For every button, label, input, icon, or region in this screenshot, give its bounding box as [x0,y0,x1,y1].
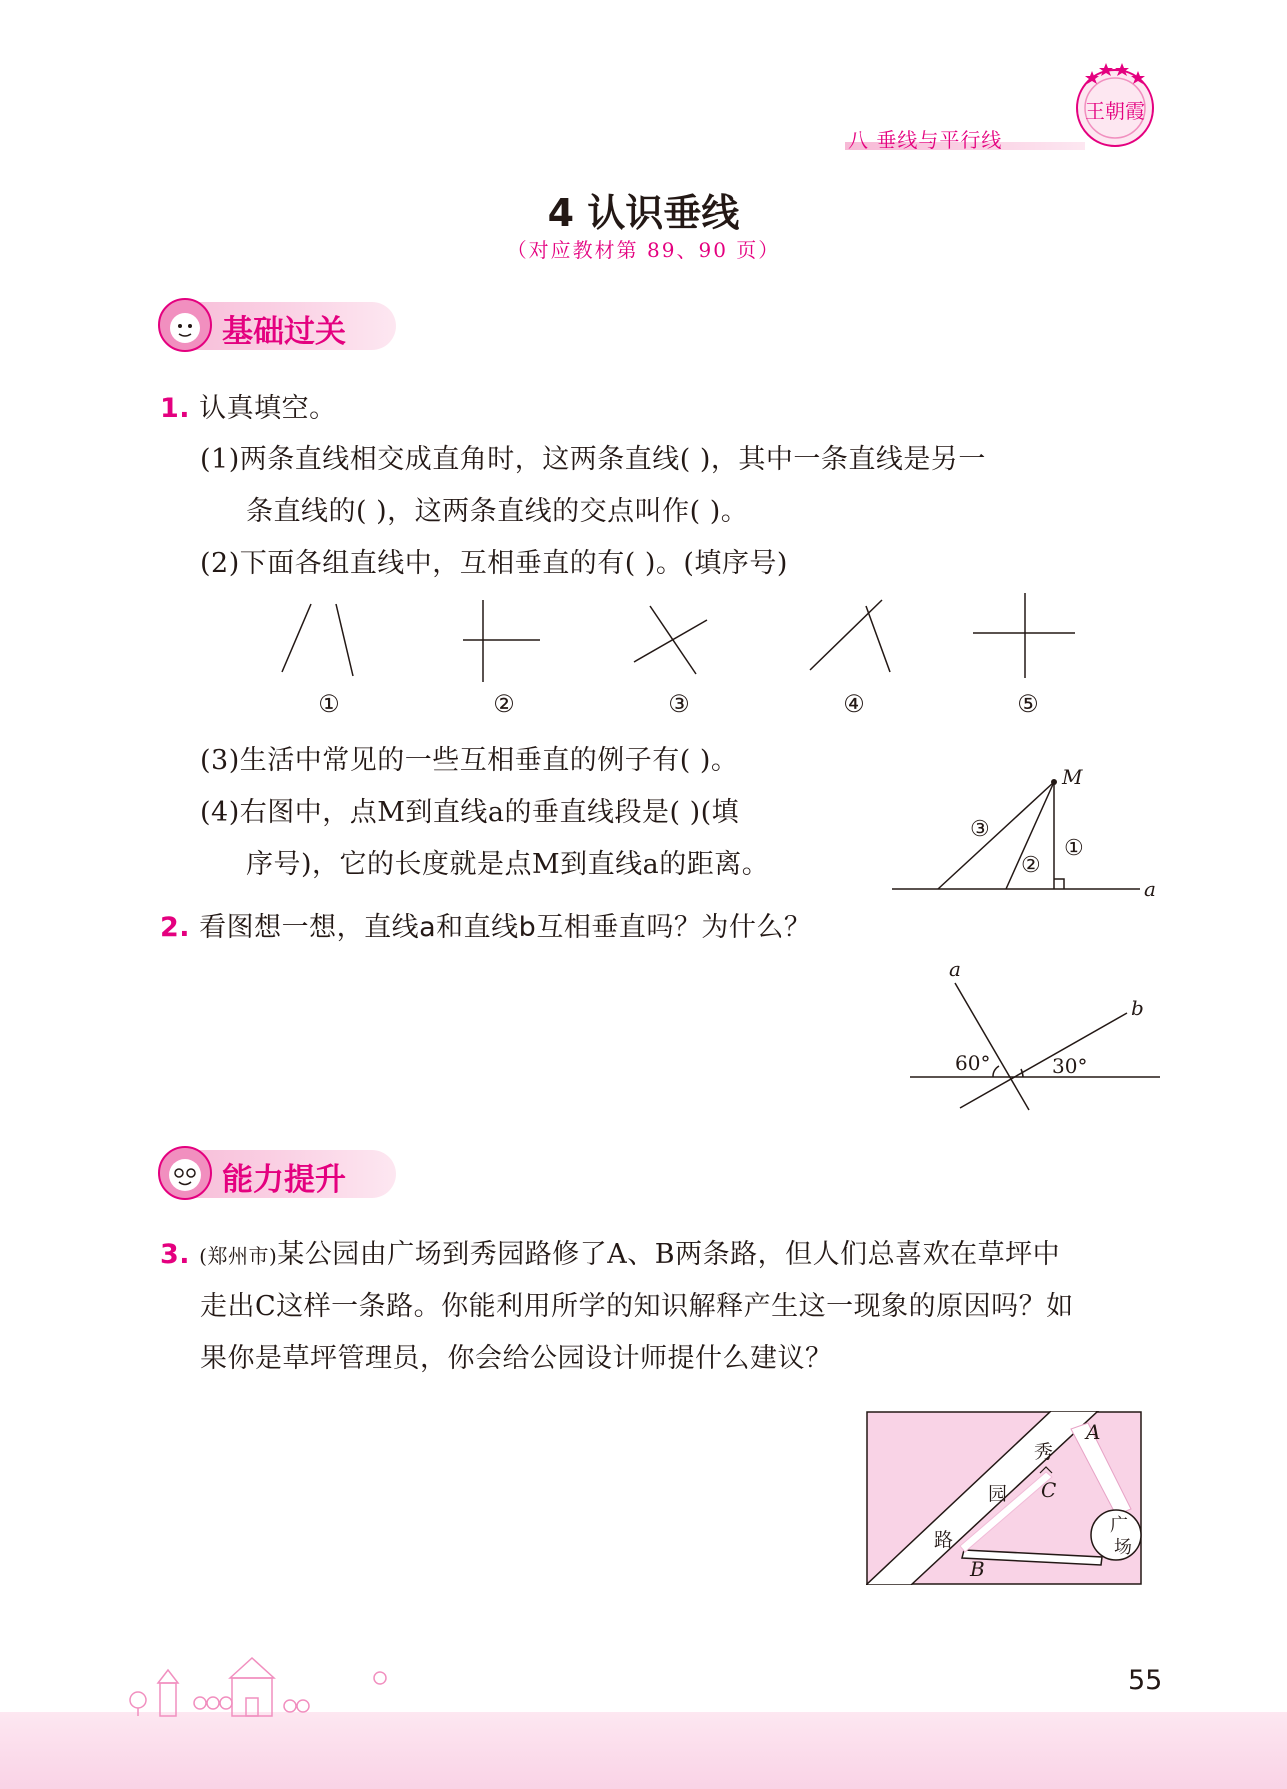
fig3-label: ③ [668,690,690,718]
q3-text-line3: 果你是草坪管理员，你会给公园设计师提什么建议？ [200,1343,833,1374]
q1-part3: (3)生活中常见的一些互相垂直的例子有( )。 [200,745,739,776]
footer-band [0,1712,1287,1789]
lesson-subtitle: （对应教材第 89、90 页） [506,238,781,262]
q3-number: 3. [160,1239,191,1270]
line-b-label: b [1131,996,1144,1020]
path-c-label: C [1041,1478,1057,1502]
chapter-title: 八 垂线与平行线 [848,128,1003,152]
fig1-line-a [282,604,311,672]
mascot-icon [156,296,214,354]
q1-header [160,386,337,425]
q3-text-line2: 走出C这样一条路。你能利用所学的知识解释产生这一现象的原因吗？如 [200,1291,1074,1322]
fig1-line-b [336,604,353,676]
q3-park-map [866,1411,1142,1585]
q2-angle-figure [905,960,1165,1120]
path-b-label: B [970,1557,985,1581]
q3-text-line1: 某公园由广场到秀园路修了A、B两条路，但人们总喜欢在草坪中 [277,1239,1061,1270]
q1-line-pairs-figure [270,590,1090,690]
mascot-icon [156,1144,214,1202]
q1-number: 1. [160,393,191,424]
road-char-xiu: 秀 [1034,1441,1054,1463]
q2-number: 2. [160,912,191,943]
fig4-line-a [810,600,882,670]
lesson-title: 4 认识垂线 [547,191,740,235]
section-title-advanced: 能力提升 [222,1162,346,1198]
segment-2-label: ② [1021,853,1041,878]
path-a-label: A [1086,1420,1101,1444]
q2-text: 看图想一想，直线a和直线b互相垂直吗？为什么？ [199,912,812,943]
square-char-chang: 场 [1114,1537,1132,1558]
right-angle-mark [1054,879,1064,889]
line-a [955,983,1029,1110]
fig3-line-b [634,620,707,662]
fig5-label: ⑤ [1017,690,1039,718]
angle-arc-left [993,1066,999,1077]
line-a-label: a [1144,877,1156,901]
fig2-label: ② [493,690,515,718]
q1-part1-line1: (1)两条直线相交成直角时，这两条直线( )，其中一条直线是另一 [200,444,986,475]
angle-30-label: 30° [1052,1054,1088,1078]
segment-3-label: ③ [970,817,990,842]
angle-60-label: 60° [955,1051,991,1075]
point-m-label: M [1062,766,1083,789]
point-m [1051,779,1057,785]
fig4-line-b [866,606,890,672]
q1-title: 认真填空。 [199,393,337,424]
q1-part1-line2: 条直线的( )，这两条直线的交点叫作( )。 [246,496,749,527]
road-char-yuan: 园 [988,1483,1008,1505]
fig1-label: ① [318,690,340,718]
q1-distance-figure [890,766,1160,906]
footer-decoration [120,1648,420,1718]
q3-source: (郑州市) [199,1244,278,1268]
q1-part2: (2)下面各组直线中，互相垂直的有( )。(填序号) [200,548,788,579]
line-a-label: a [949,960,961,981]
q1-part4-line1: (4)右图中，点M到直线a的垂直线段是( )(填 [200,797,740,828]
logo-text: 王朝霞 [1085,99,1145,123]
page-number: 55 [1128,1665,1163,1696]
q1-part4-line2: 序号)，它的长度就是点M到直线a的距离。 [246,849,770,880]
q2-line [160,905,811,944]
square-char-guang: 广 [1110,1515,1128,1536]
segment-1-label: ① [1064,836,1084,861]
q3-line1 [160,1232,1060,1271]
road-char-lu: 路 [934,1529,954,1551]
section-title-basic: 基础过关 [222,314,346,350]
logo-seal [1070,58,1160,150]
fig4-label: ④ [843,690,865,718]
